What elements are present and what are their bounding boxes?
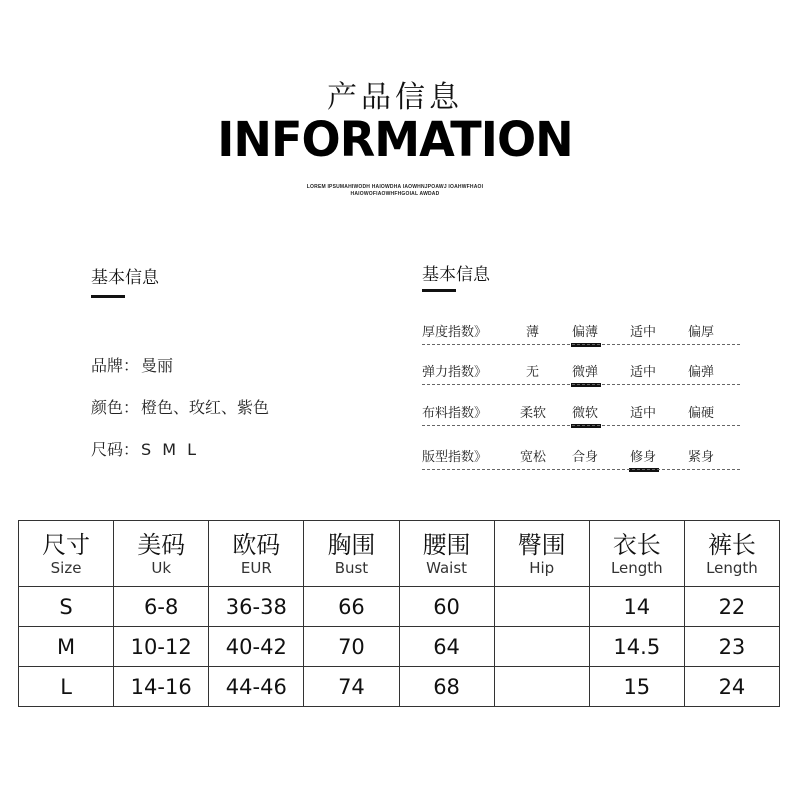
header-cn: 美码: [137, 530, 186, 559]
header-cn: 臀围: [517, 530, 566, 559]
page-title-cn: 产品信息: [327, 80, 463, 115]
table-cell: M: [19, 627, 114, 667]
index-option-selected: 微弹: [572, 365, 599, 380]
table-cell: 15: [589, 667, 684, 707]
index-row-thickness: [422, 321, 740, 345]
size-table: [18, 520, 780, 707]
header-en: Uk: [151, 558, 172, 577]
index-option: 柔软: [520, 406, 547, 421]
header-cn: 腰围: [422, 530, 471, 559]
index-row-fit: [422, 446, 740, 470]
index-option: 适中: [630, 325, 657, 340]
header-size: [19, 521, 114, 587]
basic-info-heading: 基本信息: [91, 268, 159, 288]
basic-info-heading-underline: [91, 295, 125, 298]
header-pants-length: [684, 521, 779, 587]
index-option: 适中: [630, 406, 657, 421]
header-en: Size: [50, 558, 82, 577]
table-cell: 70: [304, 627, 399, 667]
index-option: 无: [526, 365, 540, 380]
header-hip: [494, 521, 589, 587]
header-cn: 尺寸: [42, 530, 91, 559]
table-cell: 14: [589, 587, 684, 627]
row-divider: [422, 425, 740, 426]
brand-value: 曼丽: [141, 356, 174, 375]
row-divider: [422, 469, 740, 470]
header-cn: 衣长: [612, 530, 661, 559]
table-cell: 14-16: [114, 667, 209, 707]
index-label: 版型指数》: [422, 450, 488, 465]
header-cn: 欧码: [232, 530, 281, 559]
index-option: 宽松: [520, 450, 547, 465]
color-value: 橙色、玫红、紫色: [141, 398, 270, 417]
header-bust: [304, 521, 399, 587]
index-row-elasticity: [422, 361, 740, 385]
index-option: 合身: [572, 450, 599, 465]
header-en: Waist: [426, 558, 468, 577]
header-en: EUR: [240, 558, 272, 577]
index-label: 弹力指数》: [422, 365, 488, 380]
table-cell: 66: [304, 587, 399, 627]
table-row: [19, 587, 780, 627]
header-en: Bust: [334, 558, 369, 577]
size-value: S M L: [141, 440, 200, 459]
table-cell: [494, 587, 589, 627]
size-line: [91, 437, 199, 460]
index-option: 薄: [526, 325, 540, 340]
index-option: 偏弹: [688, 365, 715, 380]
index-option: 偏硬: [688, 406, 715, 421]
index-row-fabric: [422, 402, 740, 426]
table-cell: [494, 627, 589, 667]
indices-heading-underline: [422, 289, 456, 292]
indices-heading: 基本信息: [422, 265, 490, 285]
header-en: Hip: [529, 558, 555, 577]
header-cn: 胸围: [327, 530, 376, 559]
table-cell: 44-46: [209, 667, 304, 707]
table-cell: L: [19, 667, 114, 707]
index-option-selected: 修身: [630, 450, 657, 465]
color-label: 颜色：: [91, 398, 140, 417]
table-cell: 14.5: [589, 627, 684, 667]
table-cell: 24: [684, 667, 779, 707]
size-table-header-row: [19, 521, 780, 587]
index-option-selected: 微软: [572, 406, 599, 421]
index-option: 紧身: [688, 450, 715, 465]
table-cell: 36-38: [209, 587, 304, 627]
index-option: 适中: [630, 365, 657, 380]
color-line: [91, 395, 269, 418]
table-cell: 60: [399, 587, 494, 627]
index-option: 偏厚: [688, 325, 715, 340]
row-divider: [422, 384, 740, 385]
table-cell: 10-12: [114, 627, 209, 667]
table-cell: 40-42: [209, 627, 304, 667]
page-title-en: INFORMATION: [217, 112, 573, 168]
header-eur-size: [209, 521, 304, 587]
page-subtitle-line-1: LOREM IPSUMAHIWODH HAIOWDHA IAOWHNJPOAWJ IOAHWFHAOI: [306, 184, 484, 190]
table-cell: [494, 667, 589, 707]
table-cell: 6-8: [114, 587, 209, 627]
header-top-length: [589, 521, 684, 587]
table-cell: 22: [684, 587, 779, 627]
header-waist: [399, 521, 494, 587]
brand-line: [91, 353, 173, 376]
table-cell: S: [19, 587, 114, 627]
table-cell: 64: [399, 627, 494, 667]
table-cell: 74: [304, 667, 399, 707]
header-en: Length: [706, 558, 758, 577]
header-us-size: [114, 521, 209, 587]
table-cell: 68: [399, 667, 494, 707]
index-option-selected: 偏薄: [572, 325, 599, 340]
page-subtitle-line-2: HAIOWOFIAOWHFHGOIAL AWDAD: [350, 191, 440, 197]
size-label: 尺码：: [91, 440, 140, 459]
table-row: [19, 667, 780, 707]
index-label: 布料指数》: [422, 406, 488, 421]
table-row: [19, 627, 780, 667]
header-cn: 裤长: [707, 530, 756, 559]
index-label: 厚度指数》: [422, 325, 488, 340]
row-divider: [422, 344, 740, 345]
header-en: Length: [610, 558, 663, 577]
brand-label: 品牌：: [91, 356, 140, 375]
table-cell: 23: [684, 627, 779, 667]
